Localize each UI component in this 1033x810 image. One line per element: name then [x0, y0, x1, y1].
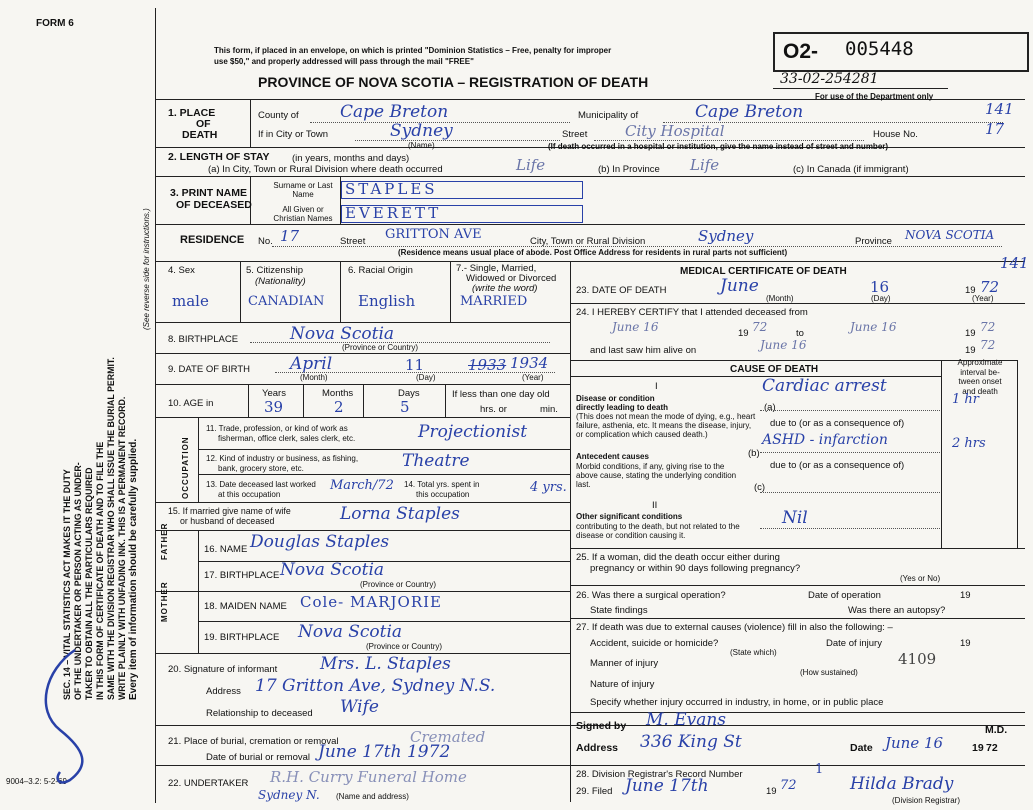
- fill-line: [355, 140, 560, 141]
- marital-value: MARRIED: [460, 294, 528, 309]
- certify-from: June 16: [612, 320, 659, 334]
- age-divider: [248, 384, 249, 417]
- center-divider: [570, 262, 571, 802]
- q27-date-injury: Date of injury: [826, 638, 882, 649]
- citizenship-label: 5. Citizenship: [246, 265, 304, 276]
- form-number: FORM 6: [36, 18, 74, 29]
- signed-address: 336 King St: [640, 732, 742, 752]
- antecedent-desc: Morbid conditions, if any, giving rise to the above cause, stating the underlying condition last.: [576, 462, 737, 489]
- department-use: For use of the Department only: [815, 92, 934, 101]
- street-value: City Hospital: [625, 122, 725, 140]
- age-hrs: hrs. or: [480, 404, 507, 415]
- dob-year-sub: (Year): [522, 373, 544, 382]
- name-sub: (Name): [408, 141, 435, 150]
- q27-nature: Nature of injury: [590, 679, 655, 690]
- residence-province-label: Province: [855, 236, 892, 247]
- roman-two: II: [652, 500, 658, 511]
- house-label: House No.: [873, 129, 918, 140]
- residence-no-label: No.: [258, 236, 273, 247]
- dob-month-sub: (Month): [300, 373, 328, 382]
- citizenship-value: CANADIAN: [248, 294, 325, 309]
- father-side: FATHER: [160, 522, 169, 560]
- last-saw-label: and last saw him alive on: [590, 345, 697, 356]
- signed-by-value: M. Evans: [646, 710, 727, 730]
- q27-specify: Specify whether injury occurred in industry, in home, or in public place: [590, 697, 884, 708]
- signed-year-prefix: 19: [972, 742, 984, 754]
- dod-month-sub: (Month): [766, 294, 794, 303]
- form-title: PROVINCE OF NOVA SCOTIA – REGISTRATION OF DEATH: [258, 74, 649, 90]
- rule: [570, 618, 1025, 619]
- residence-code: 141: [1000, 254, 1029, 272]
- q25-sub: (Yes or No): [900, 574, 941, 583]
- side-every-item: Every item of information should be carefully supplied.: [128, 438, 139, 700]
- direct-cause-desc: (This does not mean the mode of dying, e.g., heart failure, asthenia, etc. It means the disease, injury, or complication which caused death.): [576, 412, 756, 439]
- mother-maiden-label: 18. MAIDEN NAME: [204, 601, 287, 612]
- age-divider: [303, 384, 304, 417]
- age-years: 39: [264, 398, 284, 416]
- dod-year-sub: (Year): [972, 294, 994, 303]
- residence-city: Sydney: [698, 227, 754, 245]
- due-to-2: due to (or as a consequence of): [770, 460, 905, 471]
- dob-year: 1934: [510, 354, 549, 372]
- spouse-value: Lorna Staples: [340, 504, 460, 524]
- division-registrar-signature: Hilda Brady: [850, 774, 954, 794]
- q26-label: 26. Was there a surgical operation?: [576, 590, 726, 601]
- signed-date: June 16: [885, 734, 944, 752]
- given-value: EVERETT: [345, 204, 442, 222]
- marital-label: 7.- Single, Married, Widowed or Divorced (write the word): [456, 263, 557, 294]
- rule: [570, 585, 1025, 586]
- mother-maiden: Cole- MARJORIE: [300, 593, 442, 611]
- q27-stamp: 4109: [898, 650, 937, 668]
- age-months-label: Months: [322, 388, 354, 399]
- house-value: 17: [985, 120, 1005, 138]
- age-months: 2: [334, 398, 344, 416]
- rule: [155, 353, 570, 354]
- father-name-label: 16. NAME: [204, 544, 248, 555]
- q26-findings: State findings: [590, 605, 648, 616]
- residence-note: (Residence means usual place of abode. Post Office Address for residents in rural parts not sufficient): [398, 248, 788, 257]
- side-notice: SEC. 14 – VITAL STATISTICS ACT MAKES IT THE DUTY OF THE UNDERTAKER OR PERSON ACTING AS UNDER- TAKER TO OBTAIN ALL THE PARTICULARS REQUIRED IN THIS FORM OF CERTIFICATE OF DEATH AND TO FILE THE SAME WITH THE DIVISION REGISTRAR WHO SHALL ISSUE THE BURIAL PERMIT. WRITE PLAINLY WITH UNFADING INK. THIS IS A PERMANENT RECORD.: [62, 357, 127, 700]
- dod-day: 16: [870, 278, 890, 296]
- mail-notice-1: This form, if placed in an envelope, on which is printed "Dominion Statistics – Free, penalty for improper: [214, 46, 612, 55]
- dod-year: 72: [980, 278, 1000, 296]
- cause-right: [1017, 360, 1018, 548]
- place-divider: [250, 99, 251, 147]
- pen-scribble: [30, 640, 110, 790]
- informant-addr-label: Address: [206, 686, 241, 697]
- col-divider: [340, 261, 341, 322]
- informant-signature: Mrs. L. Staples: [320, 654, 451, 674]
- dod-year-prefix: 19: [965, 285, 976, 296]
- birthplace-label: 8. BIRTHPLACE: [168, 334, 239, 345]
- q29-sub: (Division Registrar): [892, 796, 961, 805]
- occ-12-label: 12. Kind of industry or business, as fishing, bank, grocery store, etc.: [206, 454, 359, 473]
- q29-label: 29. Filed: [576, 786, 613, 797]
- deceased-name-label: 3. PRINT NAME OF DECEASED: [170, 187, 252, 211]
- q26-autopsy: Was there an autopsy?: [848, 605, 946, 616]
- cause-a-label: (a): [764, 402, 776, 413]
- last-saw-date: June 16: [760, 338, 807, 352]
- rule: [155, 502, 570, 503]
- registration-prefix: O2-: [783, 40, 819, 63]
- mother-side: MOTHER: [160, 581, 169, 622]
- interval-col: [941, 360, 942, 548]
- sex-value: male: [172, 292, 209, 310]
- hospital-note: (If death occurred in a hospital or institution, give the name instead of street and number): [548, 142, 889, 151]
- city-label: If in City or Town: [258, 129, 329, 140]
- residence-street: GRITTON AVE: [385, 227, 482, 242]
- age-label: 10. AGE in: [168, 398, 214, 409]
- burial-place-label: 21. Place of burial, cremation or removal: [168, 736, 339, 747]
- col-divider: [240, 261, 241, 322]
- fill-line: [594, 140, 864, 141]
- q26-date-label: Date of operation: [808, 590, 881, 601]
- undertaker-value: R.H. Curry Funeral Home: [270, 768, 467, 786]
- q27-state: (State which): [730, 648, 777, 657]
- informant-sig-label: 20. Signature of informant: [168, 664, 278, 675]
- age-lt-label: If less than one day old: [452, 389, 550, 400]
- footer-code: 9004–3.2: 5-2-69: [6, 777, 67, 786]
- left-margin-rule: [155, 8, 156, 803]
- place-code: 141: [985, 100, 1014, 118]
- racial-value: English: [358, 292, 416, 310]
- burial-date: June 17th 1972: [318, 742, 451, 762]
- occ-13-label: 13. Date deceased last worked at this occupation: [206, 480, 316, 499]
- fill-line: [760, 452, 940, 453]
- rule: [773, 88, 948, 89]
- surname-label: Surname or Last Name: [273, 181, 333, 199]
- age-days: 5: [400, 398, 410, 416]
- q29-year: 72: [780, 778, 797, 793]
- age-divider: [445, 384, 446, 417]
- father-name: Douglas Staples: [250, 532, 390, 552]
- citizenship-sub: (Nationality): [255, 276, 306, 287]
- municipality-label: Municipality of: [578, 110, 639, 121]
- stay-a-value: Life: [516, 156, 546, 174]
- residence-province: NOVA SCOTIA: [905, 228, 995, 242]
- year-prefix-1: 19: [738, 328, 749, 339]
- residence-street-label: Street: [340, 236, 366, 247]
- medical-header: MEDICAL CERTIFICATE OF DEATH: [680, 266, 847, 277]
- hw-registration: 33-02-254281: [780, 71, 879, 87]
- dod-label: 23. DATE OF DEATH: [576, 285, 667, 296]
- undertaker-value-2: Sydney N.: [258, 788, 320, 802]
- mother-bp-sub: (Province or Country): [366, 642, 443, 651]
- rule: [155, 322, 570, 323]
- occ-12-value: Theatre: [402, 451, 470, 471]
- rule: [570, 303, 1025, 304]
- residence-city-label: City, Town or Rural Division: [530, 236, 646, 247]
- q28-label: 28. Division Registrar's Record Number: [576, 769, 743, 780]
- county-label: County of: [258, 110, 299, 121]
- other-cond-desc: contributing to the death, but not related to the disease or condition causing it.: [576, 522, 740, 540]
- birthplace-sub: (Province or Country): [342, 343, 419, 352]
- city-value: Sydney: [390, 121, 453, 141]
- certify-label: 24. I HEREBY CERTIFY that I attended deceased from: [576, 307, 808, 318]
- father-bp-label: 17. BIRTHPLACE: [204, 570, 280, 581]
- md-label: M.D.: [985, 724, 1008, 736]
- father-bp-sub: (Province or Country): [360, 580, 437, 589]
- dob-month: April: [290, 354, 333, 374]
- given-label: All Given or Christian Names: [273, 205, 333, 223]
- residence-label: RESIDENCE: [180, 234, 245, 246]
- sex-label: 4. Sex: [168, 265, 195, 276]
- side-see-reverse: (See reverse side for instructions.): [142, 208, 151, 330]
- q25-label: 25. If a woman, did the death occur either during pregnancy or within 90 days following pregnancy?: [576, 552, 801, 574]
- rule: [198, 474, 570, 475]
- cause-b-label: (b): [748, 448, 760, 459]
- cause-b-value: ASHD - infarction: [762, 432, 888, 448]
- approx-interval: Approximate interval be- tween onset and death: [957, 358, 1003, 396]
- rule: [155, 765, 1025, 766]
- certify-to-label: to: [796, 328, 804, 339]
- q29-date: June 17th: [625, 776, 709, 796]
- age-years-label: Years: [262, 388, 286, 399]
- place-label: 1. PLACE OF DEATH: [168, 107, 218, 141]
- mail-notice-2: use $50," and properly addressed will pass through the mail "FREE": [214, 57, 474, 66]
- stay-c-label: (c) In Canada (if immigrant): [793, 164, 909, 175]
- cause-header: CAUSE OF DEATH: [730, 364, 819, 375]
- certify-year-1: 72: [752, 320, 768, 334]
- certify-year-2: 72: [980, 320, 996, 334]
- other-cond-value: Nil: [782, 508, 808, 528]
- municipality-value: Cape Breton: [695, 102, 804, 122]
- dod-month: June: [720, 276, 759, 296]
- racial-label: 6. Racial Origin: [348, 265, 413, 276]
- cause-b-interval: 2 hrs: [952, 436, 986, 451]
- surname-value: STAPLES: [345, 180, 438, 198]
- mother-birthplace: Nova Scotia: [298, 622, 403, 642]
- father-birthplace: Nova Scotia: [280, 560, 385, 580]
- informant-address: 17 Gritton Ave, Sydney N.S.: [255, 676, 496, 696]
- informant-relationship: Wife: [340, 697, 379, 717]
- signed-address-label: Address: [576, 742, 619, 754]
- rule: [570, 548, 1025, 549]
- dod-day-sub: (Day): [871, 294, 891, 303]
- rule: [198, 449, 570, 450]
- q27-year: 19: [960, 638, 971, 649]
- stay-b-value: Life: [690, 156, 720, 174]
- occ-11-value: Projectionist: [418, 422, 528, 442]
- rule: [570, 712, 1025, 713]
- signed-year: 72: [986, 742, 998, 754]
- birthplace-value: Nova Scotia: [290, 324, 395, 344]
- dob-year-struck: 1933: [468, 356, 507, 374]
- occ-14-label: 14. Total yrs. spent in this occupation: [404, 480, 480, 499]
- residence-no: 17: [280, 227, 300, 245]
- rule: [155, 417, 570, 418]
- burial-date-label: Date of burial or removal: [206, 752, 311, 763]
- q27-label: 27. If death was due to external causes (violence) fill in also the following: –: [576, 622, 893, 633]
- roman-one: I: [655, 381, 658, 392]
- q27-accident: Accident, suicide or homicide?: [590, 638, 719, 649]
- fill-line: [760, 410, 940, 411]
- age-min: min.: [540, 404, 558, 415]
- fill-line: [272, 246, 1002, 247]
- year-prefix-3: 19: [965, 345, 976, 356]
- rule: [155, 530, 570, 531]
- age-days-label: Days: [398, 388, 420, 399]
- informant-rel-label: Relationship to deceased: [206, 708, 313, 719]
- certify-to: June 16: [850, 320, 897, 334]
- direct-cause-label: Disease or condition directly leading to death: [576, 394, 669, 412]
- rule: [155, 224, 1025, 225]
- stay-sub: (in years, months and days): [292, 153, 410, 164]
- q28-value: 1: [815, 762, 824, 777]
- antecedent-label: Antecedent causes: [576, 452, 649, 461]
- q27-manner: Manner of injury: [590, 658, 659, 669]
- registration-number: 005448: [845, 38, 914, 60]
- occ-14-value: 4 yrs.: [530, 480, 567, 495]
- age-divider: [363, 384, 364, 417]
- rule: [155, 176, 1025, 177]
- due-to-1: due to (or as a consequence of): [770, 418, 905, 429]
- dob-day: 11: [405, 356, 425, 374]
- q27-how: (How sustained): [800, 668, 858, 677]
- parent-divider: [198, 530, 199, 653]
- stay-b-label: (b) In Province: [598, 164, 660, 175]
- signed-date-label: Date: [850, 742, 873, 754]
- mother-bp-label: 19. BIRTHPLACE: [204, 632, 280, 643]
- rule: [155, 261, 1025, 262]
- spouse-label: 15. If married give name of wife or husband of deceased: [168, 506, 291, 526]
- occ-divider: [198, 417, 199, 502]
- rule: [155, 591, 570, 592]
- dob-label: 9. DATE OF BIRTH: [168, 364, 250, 375]
- signed-by-label: Signed by: [576, 720, 627, 732]
- occ-13-value: March/72: [330, 478, 394, 493]
- undertaker-label: 22. UNDERTAKER: [168, 778, 249, 789]
- year-prefix-2: 19: [965, 328, 976, 339]
- fill-line: [760, 528, 940, 529]
- undertaker-sub: (Name and address): [336, 792, 409, 801]
- county-value: Cape Breton: [340, 102, 449, 122]
- last-saw-year: 72: [980, 338, 996, 352]
- cause-a-interval: 1 hr: [952, 392, 979, 407]
- occupation-side: OCCUPATION: [181, 436, 190, 499]
- street-label: Street: [562, 129, 588, 140]
- q29-year-prefix: 19: [766, 786, 777, 797]
- cause-a-value: Cardiac arrest: [762, 376, 887, 396]
- other-cond-label: Other significant conditions: [576, 512, 683, 521]
- col-divider: [450, 261, 451, 322]
- stay-label: 2. LENGTH OF STAY: [168, 151, 270, 163]
- fill-line: [760, 492, 940, 493]
- cause-c-label: (c): [754, 482, 766, 493]
- q26-year: 19: [960, 590, 971, 601]
- occ-11-label: 11. Trade, profession, or kind of work as fisherman, office clerk, sales clerk, etc.: [206, 424, 356, 443]
- burial-place: Cremated: [410, 728, 486, 746]
- dob-day-sub: (Day): [416, 373, 436, 382]
- stay-a-label: (a) In City, Town or Rural Division where death occurred: [208, 164, 443, 175]
